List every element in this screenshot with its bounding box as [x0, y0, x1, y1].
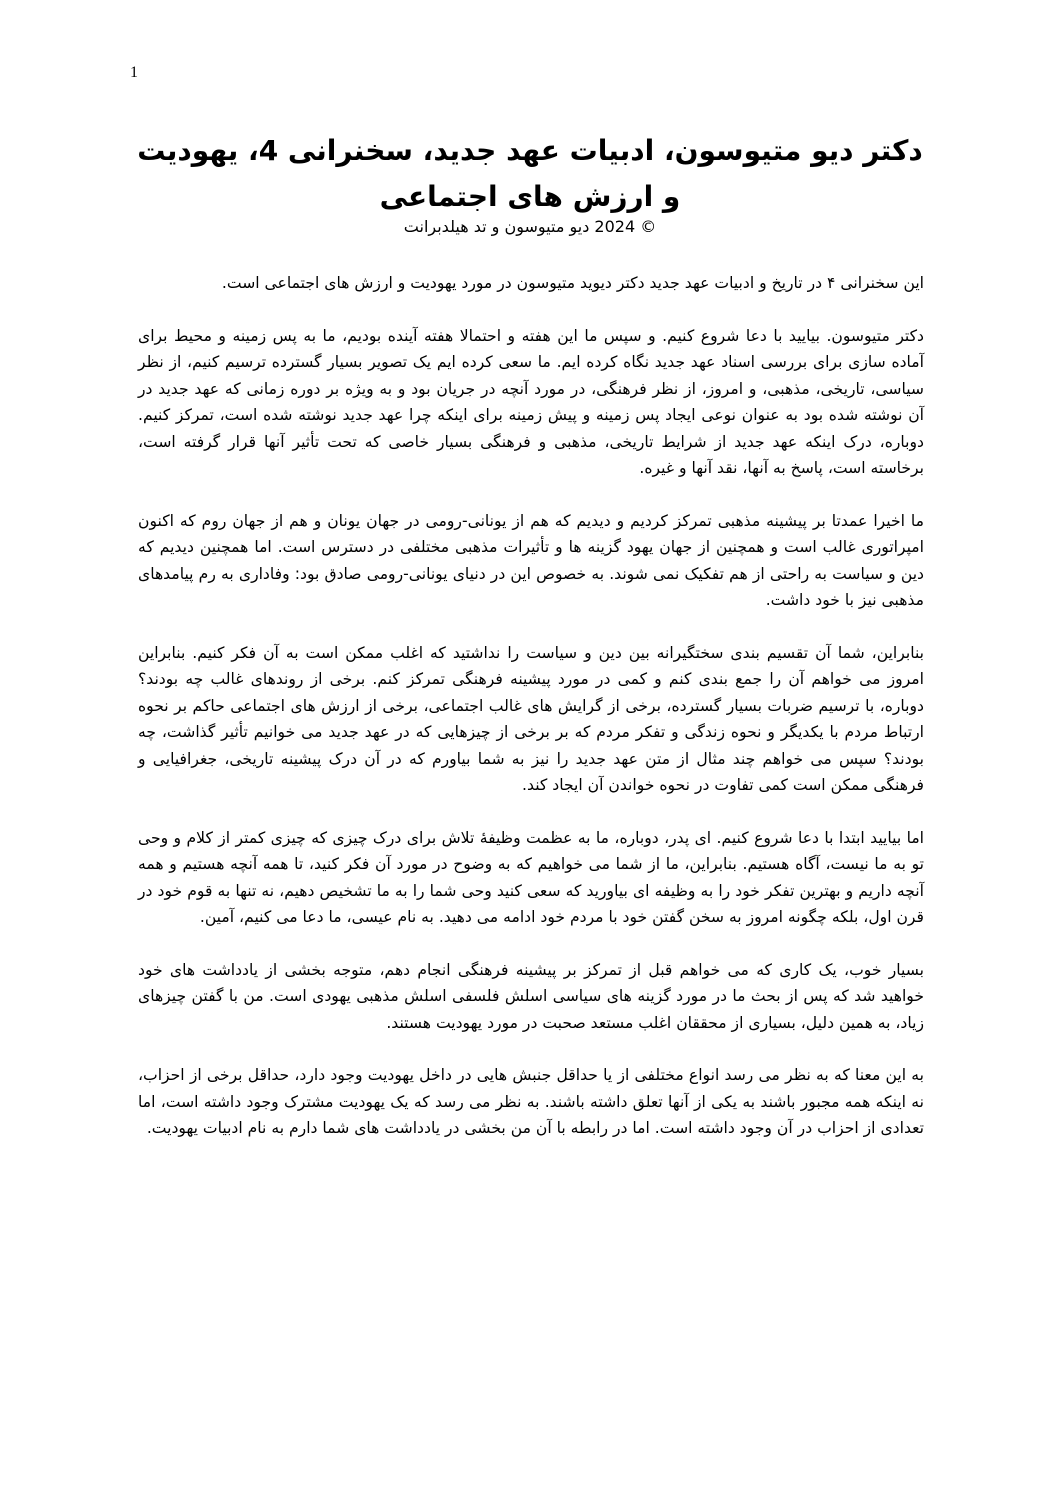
paragraph: دکتر متیوسون. بیایید با دعا شروع کنیم. و سپس ما این هفته و احتمالا هفته آینده بودیم، ما به پس زمینه و محیط برای آماده سازی برای بررسی اسناد عهد جدید نگاه کرده ایم. ما سعی کرده ایم یک تصویر بسیار گسترده ترسیم کنیم، از نظر سیاسی، تاریخی، مذهبی، و امروز، از نظر فرهنگی، در مورد آنچه در جریان بود و به ویژه بر دوره زمانی که عهد جدید در آن نوشته شده بود به عنوان نوعی ایجاد پس زمینه و پیش زمینه برای اینکه چرا عهد جدید نوشته شده است، تمرکز کنیم. دوباره، درک اینکه عهد جدید از شرایط تاریخی، مذهبی و فرهنگی بسیار خاصی که تحت تأثیر آنها قرار گرفته است، برخاسته است، پاسخ به آنها، نقد آنها و غیره. — [138, 326, 924, 477]
paragraph: ما اخیرا عمدتا بر پیشینه مذهبی تمرکز کردیم و دیدیم که هم از یونانی-رومی در جهان یونان و هم از جهان روم که اکنون امپراتوری غالب است و همچنین از جهان یهود گزینه ها و تأثیرات مذهبی مختلفی در دسترس است. اما همچنین دیدیم که دین و سیاست به راحتی از هم تفکیک نمی شوند. به خصوص این در دنیای یونانی-رومی صادق بود: وفاداری به رم پیامدهای مذهبی نیز با خود داشت. — [138, 511, 924, 609]
document-title: دکتر دیو متیوسون، ادبیات عهد جدید، سخنرانی 4، یهودیت و ارزش های اجتماعی — [137, 134, 923, 213]
paragraph-intro: این سخنرانی ۴ در تاریخ و ادبیات عهد جدید دکتر دیوید متیوسون در مورد یهودیت و ارزش های اجتماعی است. — [221, 274, 924, 292]
paragraph: بنابراین، شما آن تقسیم بندی سختگیرانه بین دین و سیاست را نداشتید که اغلب ممکن است به آن فکر کنیم. بنابراین امروز می خواهم آن را جمع بندی کنم و کمی در مورد پیشینه فرهنگی تمرکز کنم. برخی از روندهای غالب چه بودند؟ دوباره، با ترسیم ضربات بسیار گسترده، برخی از گرایش های غالب اجتماعی، برخی از ارزش های اجتماعی حاکم بر نحوه ارتباط مردم با یکدیگر و نحوه زندگی و تفکر مردم که بر برخی از چیزهایی که در عهد جدید می خوانیم تأثیر گذاشت، چه بودند؟ سپس می خواهم چند مثال از متن عهد جدید را نیز به شما بیاورم که در آن درک پیشینه تاریخی، جغرافیایی و فرهنگی ممکن است کمی تفاوت در نحوه خواندن آن ایجاد کند. — [138, 643, 924, 794]
paragraph: بسیار خوب، یک کاری که می خواهم قبل از تمرکز بر پیشینه فرهنگی انجام دهم، متوجه بخشی از یادداشت های خود خواهید شد که پس از بحث ما در مورد گزینه های سیاسی اسلش فلسفی اسلش مذهبی یهودی است. من با گفتن چیزهای زیاد، به همین دلیل، بسیاری از محققان اغلب مستعد صحبت در مورد یهودیت هستند. — [138, 960, 924, 1032]
document-body — [138, 270, 924, 1168]
copyright-line: © 2024 دیو متیوسون و تد هیلدبرانت — [403, 217, 657, 236]
paragraph-prayer: اما بیایید ابتدا با دعا شروع کنیم. ای پدر، دوباره، ما به عظمت وظیفهٔ تلاش برای درک چیزی که چیزی کمتر از کلام و وحی تو به ما نیست، آگاه هستیم. بنابراین، ما از شما می خواهیم که به وضوح در مورد آن فکر کنید، تا همه آنچه هستیم و همه آنچه داریم و بهترین تفکر خود را به وظیفه ای بیاورید که سعی کنید وحی شما را به ما تشخیص دهیم، نه تنها به قوم خود در قرن اول، بلکه چگونه امروز به سخن گفتن خود با مردم خود ادامه می دهید. به نام عیسی، ما دعا می کنیم، آمین. — [138, 828, 924, 926]
page-number: 1 — [130, 64, 138, 81]
paragraph: به این معنا که به نظر می رسد انواع مختلفی از یا حداقل جنبش هایی در داخل یهودیت وجود دارد، حداقل برخی از احزاب، نه اینکه همه مجبور باشند به یکی از آنها تعلق داشته باشند. به نظر می رسد که یک یهودیت مشترک وجود داشته است، اما تعدادی از احزاب در آن وجود داشته است. اما در رابطه با آن من بخشی در یادداشت های شما دارم به نام ادبیات یهودیت. — [138, 1066, 924, 1137]
